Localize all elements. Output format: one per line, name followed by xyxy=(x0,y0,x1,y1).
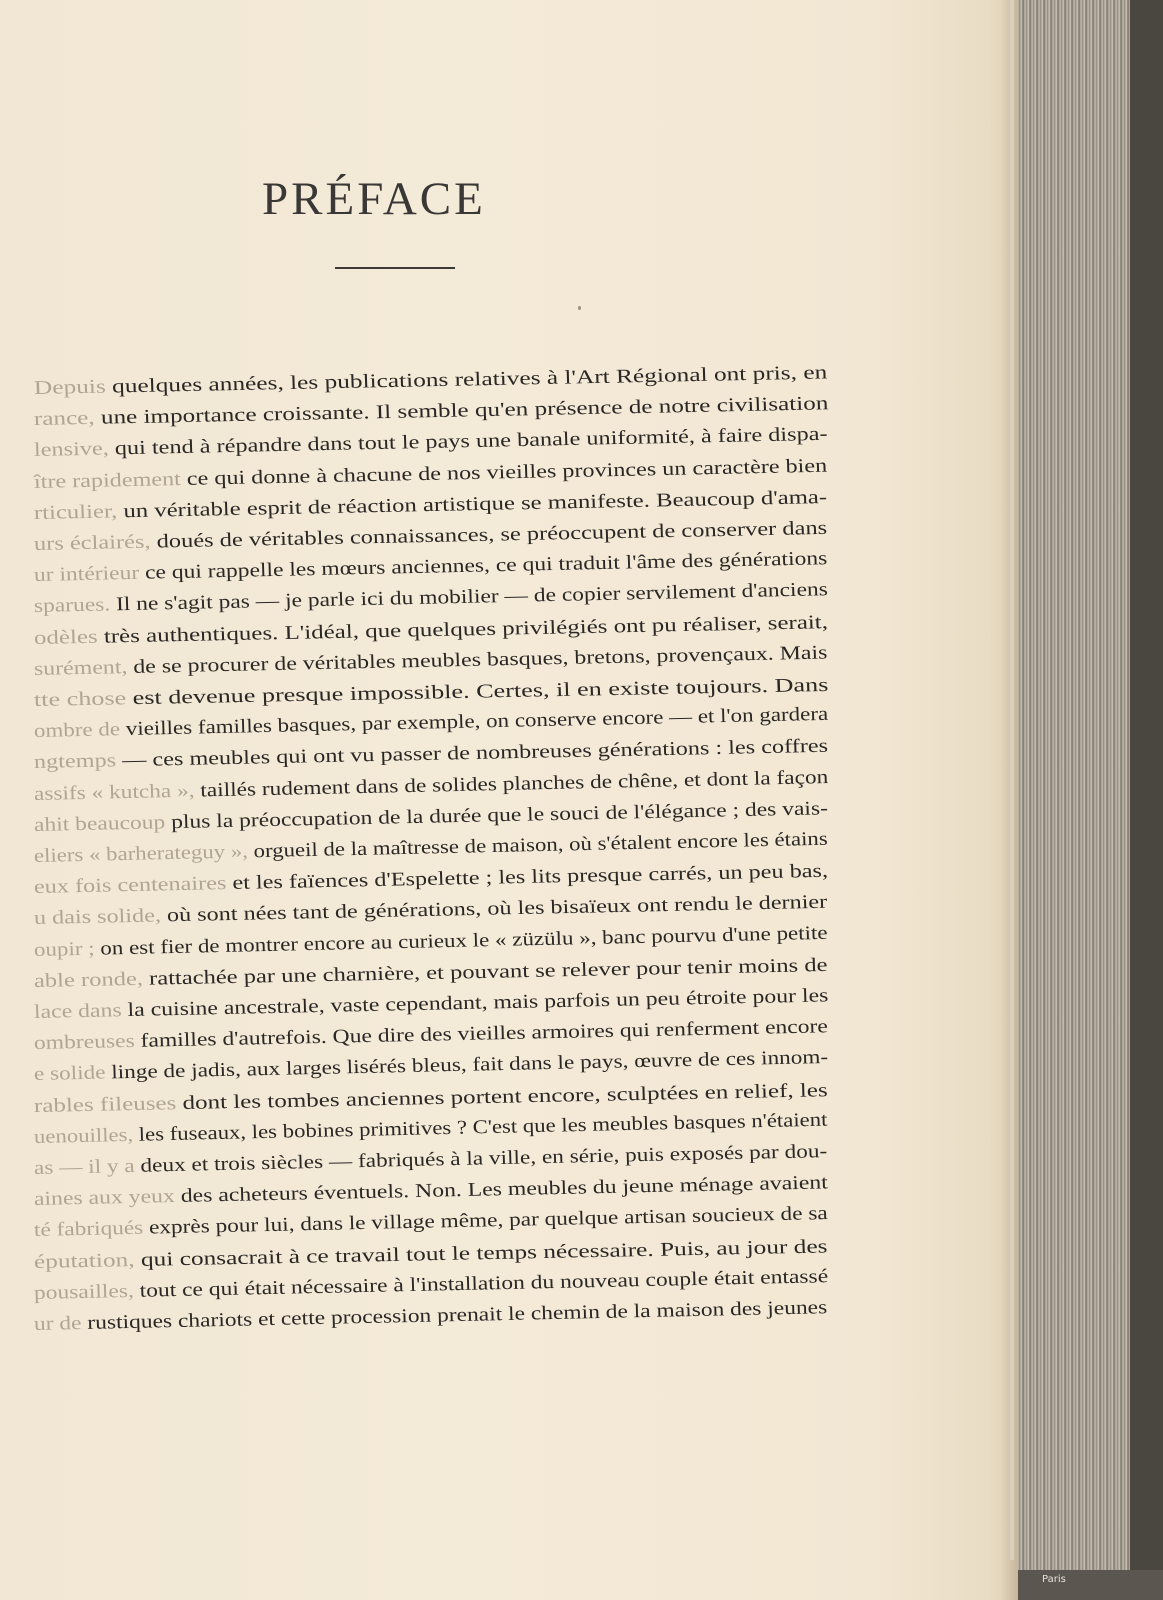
faded-text-fragment: éputation, xyxy=(33,1249,135,1273)
faded-text-fragment: rables fileuses xyxy=(33,1092,177,1117)
faded-text-fragment: ahit beaucoup xyxy=(33,812,166,836)
faded-text-fragment: ngtemps xyxy=(33,750,117,774)
faded-text-fragment: uenouilles, xyxy=(33,1124,134,1148)
page-title: PRÉFACE xyxy=(262,173,486,225)
text-fragment: taillés rudement dans de solides planches de chêne, et dont la façon xyxy=(194,766,829,802)
text-fragment: orgueil de la maîtresse de maison, où s'étalent encore les étains xyxy=(247,828,828,863)
faded-text-fragment: tte chose xyxy=(33,688,127,711)
text-fragment: — ces meubles qui ont vu passer de nombreuses générations : les coffres xyxy=(115,736,829,772)
text-fragment: de se procurer de véritables meubles basques, bretons, provençaux. Mais xyxy=(127,642,828,678)
text-fragment: quelques années, les publications relatives à l'Art Régional ont pris, en xyxy=(105,362,828,398)
faded-text-fragment: eux fois centenaires xyxy=(33,873,227,899)
text-fragment: très authentiques. L'idéal, que quelques privilégiés ont pu réaliser, serait, xyxy=(97,611,829,648)
text-fragment: qui tend à répandre dans tout le pays une banale uniformité, à faire dispa- xyxy=(108,424,828,460)
text-fragment: ce qui donne à chacune de nos vieilles provinces un caractère bien xyxy=(180,455,828,490)
text-fragment: exprès pour lui, dans le village même, par quelque artisan soucieux de sa xyxy=(142,1203,829,1240)
faded-text-fragment: ur de xyxy=(33,1312,82,1335)
text-fragment: qui consacrait à ce travail tout le temps nécessaire. Puis, au jour des xyxy=(134,1236,828,1271)
faded-text-fragment: rance, xyxy=(33,407,96,431)
book-cover-edge xyxy=(1130,0,1163,1600)
book-bottom-edge xyxy=(1018,1570,1163,1600)
text-fragment: où sont nées tant de générations, où les bisaïeux ont rendu le dernier xyxy=(160,892,828,927)
faded-text-fragment: ur intérieur xyxy=(33,562,140,587)
faded-text-fragment: rticulier, xyxy=(33,501,118,524)
text-fragment: dont les tombes anciennes portent encore, sculptées en relief, les xyxy=(175,1079,828,1114)
text-fragment: plus la préoccupation de la durée que le souci de l'élégance ; des vais- xyxy=(164,798,829,834)
faded-text-fragment: odèles xyxy=(33,626,99,649)
title-rule xyxy=(335,267,455,269)
faded-text-fragment: oupir ; xyxy=(33,938,95,961)
faded-text-fragment: lace dans xyxy=(33,1000,122,1023)
text-fragment: une importance croissante. Il semble qu'en présence de notre civilisation xyxy=(94,393,829,429)
text-fragment: deux et trois siècles — fabriqués à la ville, en série, puis exposés par dou- xyxy=(134,1141,828,1177)
faded-text-fragment: lensive, xyxy=(33,438,110,462)
text-fragment: ce qui rappelle les mœurs anciennes, ce qui traduit l'âme des générations xyxy=(138,548,828,584)
faded-text-fragment: ombre de xyxy=(33,719,121,743)
faded-text-fragment: eliers « barherateguy », xyxy=(33,841,249,867)
text-fragment: tout ce qui était nécessaire à l'installation du nouveau couple était entassé xyxy=(133,1265,829,1302)
text-fragment: et les faïences d'Espelette ; les lits presque carrés, un peu bas, xyxy=(226,860,829,895)
text-fragment: les fuseaux, les bobines primitives ? C'est que les meubles basques n'étaient xyxy=(132,1109,828,1146)
text-fragment: rustiques chariots et cette procession prenait le chemin de la maison des jeunes xyxy=(81,1297,828,1334)
faded-text-fragment: assifs « kutcha », xyxy=(33,780,195,805)
faded-text-fragment: sparues. xyxy=(33,594,111,618)
faded-text-fragment: ître rapidement xyxy=(33,468,182,493)
text-fragment: Il ne s'agit pas — je parle ici du mobilier — de copier servilement d'anciens xyxy=(109,579,829,616)
text-fragment: rattachée par une charnière, et pouvant se relever pour tenir moins de xyxy=(142,954,828,990)
text-fragment: on est fier de montrer encore au curieux le « züzülu », banc pourvu d'une petite xyxy=(94,922,828,960)
faded-text-fragment: surément, xyxy=(33,656,128,680)
text-fragment: est devenue presque impossible. Certes, il en existe toujours. Dans xyxy=(125,674,829,710)
faded-text-fragment: Depuis xyxy=(33,376,107,399)
text-fragment: familles d'autrefois. Que dire des vieilles armoires qui renferment encore xyxy=(134,1016,829,1053)
page-edge xyxy=(1010,0,1014,1560)
faded-text-fragment: aines aux yeux xyxy=(33,1186,176,1211)
faded-text-fragment: u dais solide, xyxy=(33,905,162,930)
faded-text-fragment: pousailles, xyxy=(33,1280,135,1304)
corner-label: Paris xyxy=(1042,1574,1066,1585)
faded-text-fragment: e solide xyxy=(33,1062,106,1086)
text-fragment: linge de jadis, aux larges lisérés bleus, fait dans le pays, œuvre de ces innom- xyxy=(105,1047,829,1084)
faded-text-fragment: able ronde, xyxy=(33,968,144,992)
faded-text-fragment: urs éclairés, xyxy=(33,531,151,555)
paper-speck xyxy=(578,306,581,310)
text-fragment: des acheteurs éventuels. Non. Les meubles du jeune ménage avaient xyxy=(174,1172,829,1208)
text-fragment: un véritable esprit de réaction artistique se manifeste. Beaucoup d'ama- xyxy=(116,486,828,523)
text-fragment: doués de véritables connaissances, se préoccupent de conserver dans xyxy=(150,517,828,553)
faded-text-fragment: té fabriqués xyxy=(33,1218,144,1242)
text-fragment: la cuisine ancestrale, vaste cependant, mais parfois un peu étroite pour les xyxy=(121,985,829,1022)
text-fragment: vieilles familles basques, par exemple, on conserve encore — et l'on gardera xyxy=(119,703,829,741)
faded-text-fragment: as — il y a xyxy=(33,1155,135,1179)
faded-text-fragment: ombreuses xyxy=(33,1031,136,1055)
